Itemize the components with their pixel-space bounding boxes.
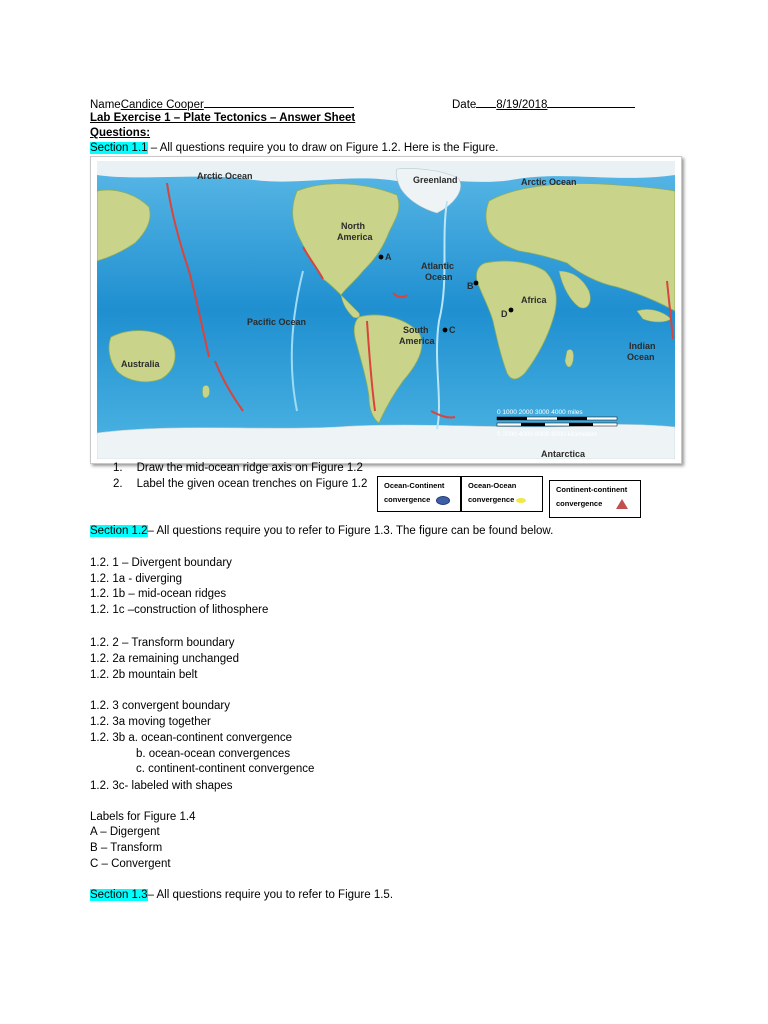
section-1-2-text: – All questions require you to refer to Figure 1.3. The figure can be found below. <box>147 525 554 537</box>
answer-line: 1.2. 1 – Divergent boundary <box>90 557 232 569</box>
section-1-3-text: – All questions require you to refer to Figure 1.5. <box>147 889 394 901</box>
list-item <box>113 477 367 491</box>
blue-oval-icon <box>436 496 450 505</box>
legend-ocean-ocean-line2: convergence <box>468 495 515 504</box>
answer-line: B – Transform <box>90 842 163 854</box>
red-triangle-icon <box>616 499 628 509</box>
questions-heading: Questions: <box>90 127 151 139</box>
point-c-marker <box>443 328 448 333</box>
label-point-b: B <box>467 281 474 291</box>
label-indian-2: Ocean <box>627 352 655 362</box>
name-value: Candice Cooper <box>120 99 204 111</box>
label-point-a: A <box>385 252 392 262</box>
answer-line: 1.2. 3c- labeled with shapes <box>90 780 233 792</box>
legend-continent-continent-line2: convergence <box>556 499 603 508</box>
legend-ocean-ocean <box>461 476 543 512</box>
date-underline <box>547 95 635 108</box>
label-greenland: Greenland <box>413 175 458 185</box>
label-arctic-right: Arctic Ocean <box>521 177 577 187</box>
answer-line: b. ocean-ocean convergences <box>136 748 291 760</box>
scale-miles: 0 1000 2000 3000 4000 miles <box>497 409 583 416</box>
legend-ocean-continent-line1: Ocean-Continent <box>384 481 445 490</box>
list-text: Label the given ocean trenches on Figure 1.2 <box>136 478 368 490</box>
list-text: Draw the mid-ocean ridge axis on Figure 1.2 <box>136 462 363 474</box>
answer-line: c. continent-continent convergence <box>136 763 315 775</box>
figure-1-4-heading: Labels for Figure 1.4 <box>90 811 196 823</box>
yellow-oval-icon <box>516 498 526 503</box>
legend-continent-continent <box>549 480 641 518</box>
label-arctic-left: Arctic Ocean <box>197 171 253 181</box>
section-1-2-label: Section 1.2 <box>90 525 148 537</box>
label-indian-1: Indian <box>629 341 656 351</box>
label-pacific: Pacific Ocean <box>247 317 307 327</box>
legend-ocean-ocean-line1: Ocean-Ocean <box>468 481 517 490</box>
world-map-figure <box>90 156 682 464</box>
name-underline <box>204 95 354 108</box>
legend-ocean-continent <box>377 476 461 512</box>
section-1-1-label: Section 1.1 <box>90 142 148 154</box>
point-b-marker <box>474 281 479 286</box>
world-map <box>97 161 675 459</box>
name-label: Name <box>90 99 121 111</box>
label-north-america-1: North <box>341 221 365 231</box>
label-south-america-1: South <box>403 325 429 335</box>
section-1-3-label: Section 1.3 <box>90 889 148 901</box>
name-row <box>90 95 354 112</box>
answer-line: 1.2. 3 convergent boundary <box>90 700 231 712</box>
answer-line: 1.2. 2 – Transform boundary <box>90 637 235 649</box>
label-africa: Africa <box>521 295 547 305</box>
section-1-3-intro <box>90 888 393 902</box>
answer-line: 1.2. 3a moving together <box>90 716 211 728</box>
answer-line: 1.2. 1a - diverging <box>90 573 183 585</box>
label-atlantic-2: Ocean <box>425 272 453 282</box>
section-1-1-text: – All questions require you to draw on Figure 1.2. Here is the Figure. <box>147 142 499 154</box>
label-south-america-2: America <box>399 336 435 346</box>
date-value: 8/19/2018 <box>496 99 548 111</box>
date-label: Date <box>452 99 477 111</box>
answer-line: A – Digergent <box>90 826 160 838</box>
answer-line: 1.2. 1b – mid-ocean ridges <box>90 588 227 600</box>
point-d-marker <box>509 308 514 313</box>
page-title: Lab Exercise 1 – Plate Tectonics – Answer Sheet <box>90 112 356 124</box>
label-australia: Australia <box>121 359 160 369</box>
point-a-marker <box>379 255 384 260</box>
date-underline-pre <box>476 95 496 108</box>
label-point-d: D <box>501 309 508 319</box>
legend-ocean-continent-line2: convergence <box>384 495 431 504</box>
list-item <box>113 461 363 475</box>
label-antarctica: Antarctica <box>541 449 586 459</box>
new-zealand-shape <box>202 385 209 397</box>
answer-line: C – Convergent <box>90 858 171 870</box>
list-number: 1. <box>113 462 123 474</box>
answer-line: 1.2. 2b mountain belt <box>90 669 198 681</box>
answer-line: 1.2. 2a remaining unchanged <box>90 653 239 665</box>
label-atlantic-1: Atlantic <box>421 261 455 271</box>
antarctica-shape <box>97 424 675 459</box>
scale-km: 0 2000 4000 6000 8000 kilometers <box>497 431 598 438</box>
list-number: 2. <box>113 478 123 490</box>
section-1-2-intro <box>90 524 553 538</box>
answer-line: 1.2. 3b a. ocean-continent convergence <box>90 732 293 744</box>
section-1-1-intro <box>90 141 498 155</box>
date-row <box>452 95 635 112</box>
answer-line: 1.2. 1c –construction of lithosphere <box>90 604 269 616</box>
label-north-america-2: America <box>337 232 373 242</box>
label-point-c: C <box>449 325 456 335</box>
legend-continent-continent-line1: Continent-continent <box>556 485 628 494</box>
